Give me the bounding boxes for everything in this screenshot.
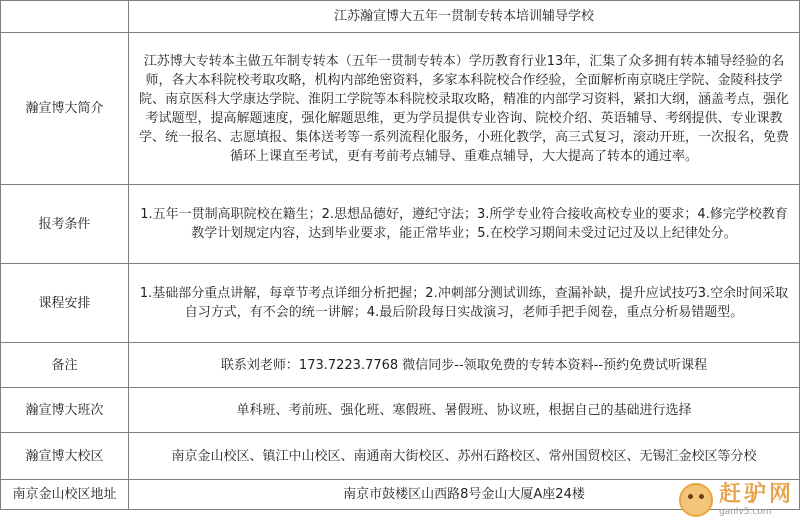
watermark: [679, 483, 794, 517]
row-label-classes: 瀚宣博大班次: [1, 388, 129, 433]
watermark-name: 赶驴网: [718, 482, 794, 507]
table-row: [1, 33, 800, 185]
row-label-intro: 瀚宣博大简介: [1, 33, 129, 185]
row-label-campuses: 瀚宣博大校区: [1, 433, 129, 480]
title-label-cell: [1, 1, 129, 33]
table-row: [1, 185, 800, 264]
table-row: [1, 433, 800, 480]
table-row: [1, 343, 800, 388]
row-value-requirements: 1.五年一贯制高职院校在籍生；2.思想品德好，遵纪守法；3.所学专业符合接收高校专业的要求；4.修完学校教育教学计划规定内容，达到毕业要求，能正常毕业；5.在校学习期间未受过记过及以上纪律处分。: [129, 185, 800, 264]
row-value-classes: 单科班、考前班、强化班、寒假班、暑假班、协议班，根据自己的基础进行选择: [129, 388, 800, 433]
row-value-intro: 江苏博大专转本主做五年制专转本（五年一贯制专转本）学历教育行业13年，汇集了众多拥有转本辅导经验的名师，各大本科院校考取攻略，机构内部绝密资料，多家本科院校合作经验，全面解析南京晓庄学院、金陵科技学院、南京医科大学康达学院、淮阴工学院等本科院校录取攻略，精准的内部学习资料，紧扣大纲，涵盖考点，强化考试题型，提高解题速度，强化解题思维，更为学员提供专业咨询、院校介绍、英语辅导、考纲提供、专业课教学、统一报名、志愿填报、集体送考等一系列流程化服务，小班化教学，高三式复习，滚动开班，一次报名，免费循环上课直至考试，更有考前考点辅导、重难点辅导，大大提高了转本的通过率。: [129, 33, 800, 185]
table-row: [1, 388, 800, 433]
row-label-schedule: 课程安排: [1, 264, 129, 343]
table-row: [1, 264, 800, 343]
row-label-requirements: 报考条件: [1, 185, 129, 264]
page-title: 江苏瀚宣博大五年一贯制专转本培训辅导学校: [129, 1, 800, 33]
watermark-url: ganlv5.com: [718, 507, 772, 517]
row-value-schedule: 1.基础部分重点讲解，每章节考点详细分析把握；2.冲刺部分测试训练，查漏补缺，提升应试技巧3.空余时间采取自习方式，有不会的统一讲解；4.最后阶段每日实战演习，老师手把手阅卷，重点分析易错题型。: [129, 264, 800, 343]
row-label-notes: 备注: [1, 343, 129, 388]
row-label-address: 南京金山校区地址: [1, 480, 129, 510]
title-row: [1, 1, 800, 33]
donkey-logo-icon: [679, 483, 713, 517]
watermark-text: [719, 483, 794, 517]
row-value-campuses: 南京金山校区、镇江中山校区、南通南大街校区、苏州石路校区、常州国贸校区、无锡汇金校区等分校: [129, 433, 800, 480]
row-value-address: 南京市鼓楼区山西路8号金山大厦A座24楼: [129, 480, 800, 510]
row-value-notes: 联系刘老师：173.7223.7768 微信同步--领取免费的专转本资料--预约免费试听课程: [129, 343, 800, 388]
